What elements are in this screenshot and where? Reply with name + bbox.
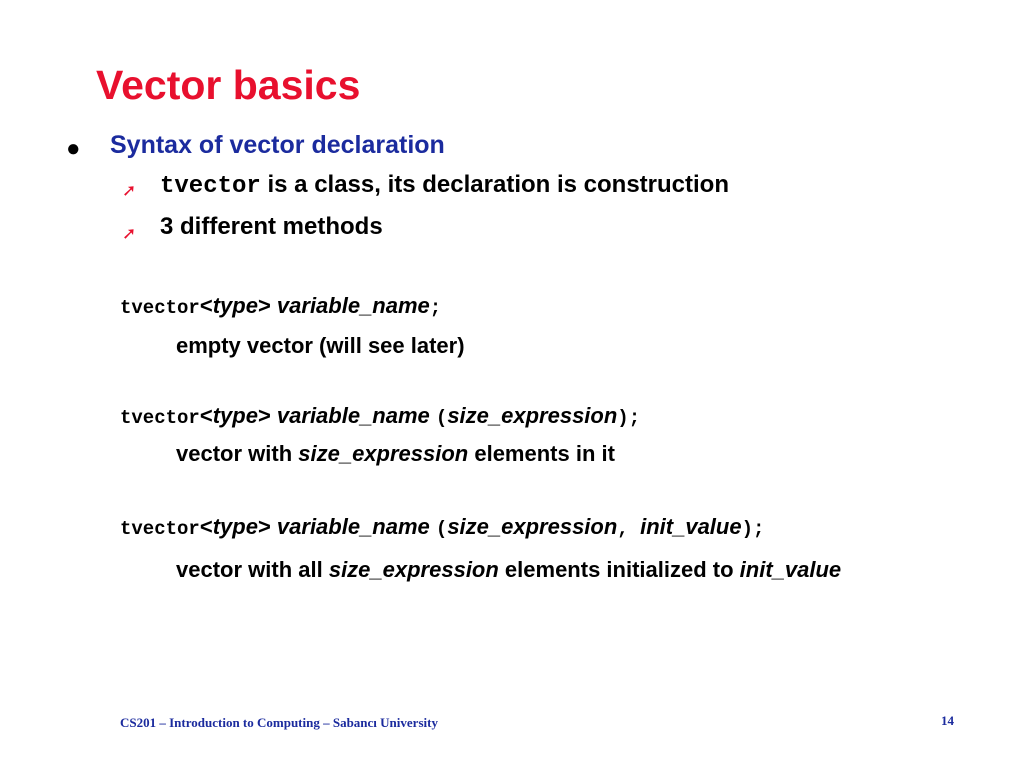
code-variable: variable_name <box>270 514 436 539</box>
footer-course: CS201 – Introduction to Computing – Sabancı University <box>120 715 438 730</box>
slide-title: Vector basics <box>96 62 361 108</box>
code-gt: > <box>257 293 271 318</box>
desc-text: elements initialized to <box>498 557 740 582</box>
code-keyword: tvector <box>160 173 261 200</box>
page-number: 14 <box>941 713 954 728</box>
code-init-value: init_value <box>640 514 742 539</box>
sub-bullet-methods: 3 different methods <box>160 213 383 240</box>
code-lparen: ( <box>435 407 448 429</box>
sub-bullet-class <box>160 171 729 200</box>
method-2-syntax <box>120 403 640 429</box>
code-semicolon: ; <box>429 297 442 319</box>
code-rparen: ) <box>617 407 629 429</box>
code-type: type <box>212 293 258 318</box>
desc-text: vector with all <box>176 557 329 582</box>
code-size-expression: size_expression <box>447 514 618 539</box>
arrow-bullet-icon: ➚ <box>122 181 137 200</box>
code-lparen: ( <box>435 518 448 540</box>
code-gt: > <box>257 403 271 428</box>
desc-emphasis: size_expression <box>328 557 499 582</box>
method-3-syntax <box>120 514 764 540</box>
desc-emphasis: size_expression <box>298 441 469 466</box>
arrow-bullet-icon: ➚ <box>122 224 137 243</box>
code-keyword: tvector <box>120 407 200 429</box>
method-1-description: empty vector (will see later) <box>176 333 465 358</box>
code-semicolon: ; <box>628 407 641 429</box>
bullet-heading: Syntax of vector declaration <box>110 131 445 159</box>
code-lt: < <box>199 514 213 539</box>
code-variable: variable_name <box>270 403 436 428</box>
method-2-description <box>176 441 615 467</box>
code-semicolon: ; <box>753 518 765 540</box>
code-type: type <box>212 403 258 428</box>
sub-bullet-text: is a class, its declaration is construction <box>260 171 729 198</box>
code-lt: < <box>199 403 213 428</box>
code-size-expression: size_expression <box>447 403 618 428</box>
method-1-syntax <box>120 293 441 319</box>
code-gt: > <box>257 514 271 539</box>
code-keyword: tvector <box>120 297 200 319</box>
code-keyword: tvector <box>120 518 200 540</box>
code-comma: , <box>617 518 641 540</box>
desc-text: elements in it <box>468 441 615 466</box>
code-rparen: ) <box>741 518 753 540</box>
code-type: type <box>212 514 258 539</box>
method-3-description <box>176 557 841 583</box>
code-lt: < <box>199 293 213 318</box>
bullet-icon: ● <box>66 135 81 162</box>
code-variable: variable_name <box>270 293 430 318</box>
desc-text: vector with <box>176 441 299 466</box>
desc-emphasis: init_value <box>739 557 842 582</box>
